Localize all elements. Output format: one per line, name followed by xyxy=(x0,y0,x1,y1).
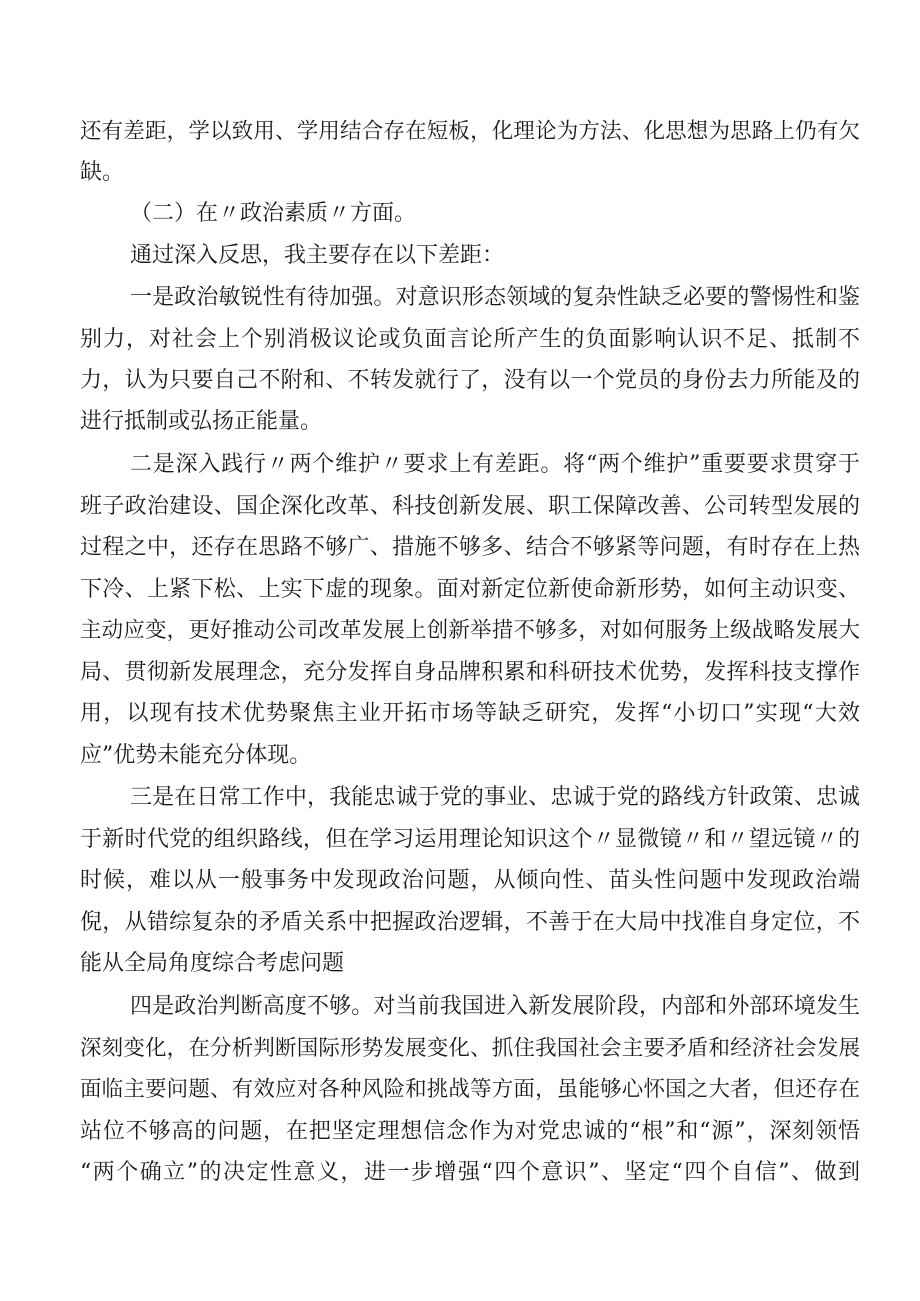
text-line: 时候，难以从一般事务中发现政治问题，从倾向性、苗头性问题中发现政治端 xyxy=(80,868,860,893)
text-line: 站位不够高的问题，在把坚定理想信念作为对党忠诚的“根”和“源”，深刻领悟 xyxy=(80,1119,860,1144)
text-line: 深刻变化，在分析判断国际形势发展变化、抓住我国社会主要矛盾和经济社会发展 xyxy=(80,1036,860,1061)
text-line: 力，认为只要自己不附和、不转发就行了，没有以一个党员的身份去力所能及的 xyxy=(80,368,860,393)
text-line: 进行抵制或弘扬正能量。 xyxy=(80,409,323,434)
text-line: 应”优势未能充分体现。 xyxy=(80,743,312,768)
text-line: 倪，从错综复杂的矛盾关系中把握政治逻辑，不善于在大局中找准自身定位，不 xyxy=(80,910,860,935)
text-line: 局、贯彻新发展理念，充分发挥自身品牌积累和科研技术优势，发挥科技支撑作 xyxy=(80,660,860,685)
text-line: 通过深入反思，我主要存在以下差距： xyxy=(130,243,505,268)
text-line: 二是深入践行〃两个维护〃要求上有差距。将“两个维护”重要要求贯穿于 xyxy=(130,452,860,477)
text-line: 三是在日常工作中，我能忠诚于党的事业、忠诚于党的路线方针政策、忠诚 xyxy=(130,785,860,810)
text-line: 四是政治判断高度不够。对当前我国进入新发展阶段，内部和外部环境发生 xyxy=(130,994,860,1019)
text-line: 班子政治建设、国企深化改革、科技创新发展、职工保障改善、公司转型发展的 xyxy=(80,494,860,519)
text-line: 缺。 xyxy=(80,160,125,185)
text-line: 主动应变，更好推动公司改革发展上创新举措不够多，对如何服务上级战略发展大 xyxy=(80,618,860,643)
text-line: 于新时代党的组织路线，但在学习运用理论知识这个〃显微镜〃和〃望远镜〃的 xyxy=(80,827,860,852)
text-line: 别力，对社会上个别消极议论或负面言论所产生的负面影响认识不足、抵制不 xyxy=(80,327,860,352)
text-line: 面临主要问题、有效应对各种风险和挑战等方面，虽能够心怀国之大者，但还存在 xyxy=(80,1077,860,1102)
text-line: 一是政治敏锐性有待加强。对意识形态领域的复杂性缺乏必要的警惕性和鉴 xyxy=(130,285,860,310)
text-line: 用，以现有技术优势聚焦主业开拓市场等缺乏研究，发挥“小切口”实现“大效 xyxy=(80,701,860,726)
text-line: 下冷、上紧下松、上实下虚的现象。面对新定位新使命新形势，如何主动识变、 xyxy=(80,577,860,602)
text-line: 还有差距，学以致用、学用结合存在短板，化理论为方法、化思想为思路上仍有欠 xyxy=(80,119,860,144)
text-line: 能从全局角度综合考虑问题 xyxy=(80,951,345,976)
section-heading: （二）在〃政治素质〃方面。 xyxy=(130,201,417,226)
text-line: “两个确立”的决定性意义，进一步增强“四个意识”、坚定“四个自信”、做到 xyxy=(80,1160,860,1185)
text-line: 过程之中，还存在思路不够广、措施不够多、结合不够紧等问题，有时存在上热 xyxy=(80,535,860,560)
